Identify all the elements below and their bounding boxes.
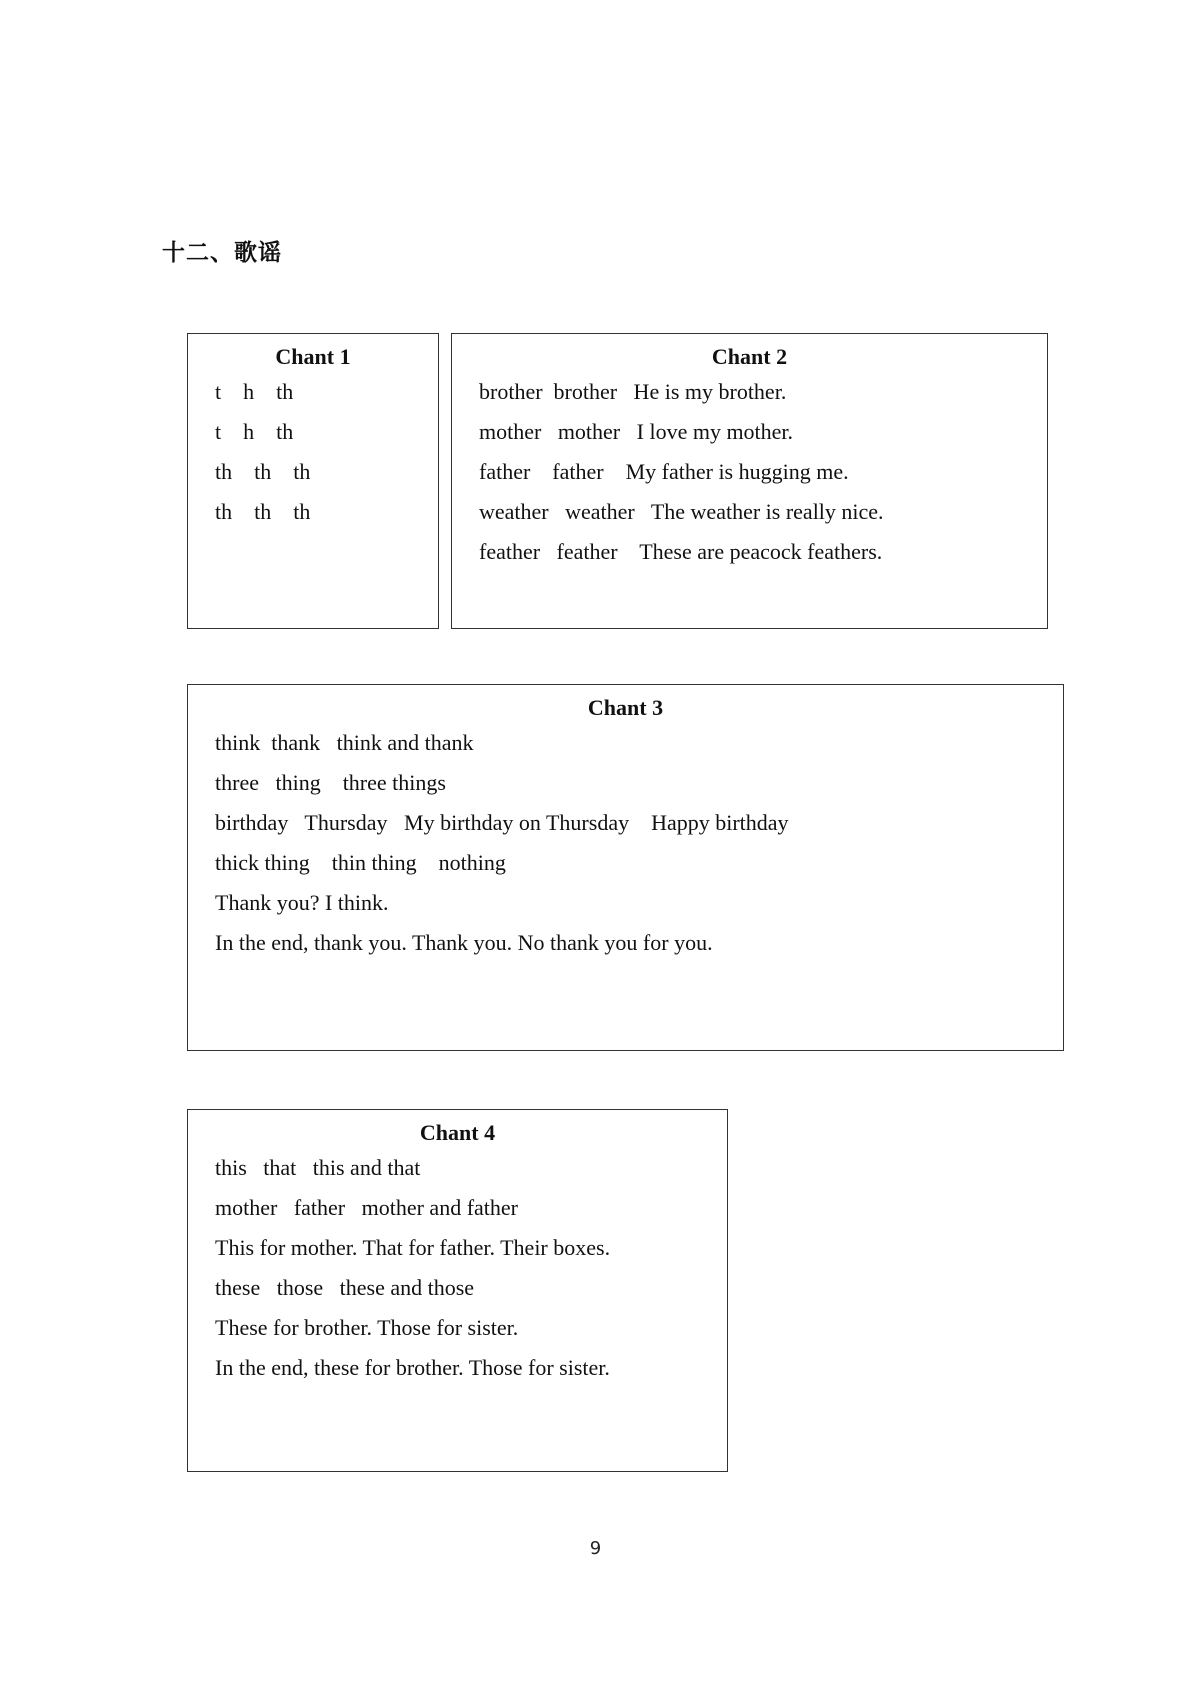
chant-4-box	[187, 1109, 728, 1472]
chant-4-lines	[188, 1148, 727, 1388]
chant-3-title: Chant 3	[587, 695, 664, 720]
chant-line: weather weather The weather is really nice.	[479, 499, 884, 524]
chant-1-title: Chant 1	[275, 344, 351, 369]
chant-line: thick thing thin thing nothing	[215, 850, 506, 875]
chant-line: mother mother I love my mother.	[479, 419, 794, 444]
section-title: 十二、歌谣	[162, 240, 282, 266]
chant-line: three thing three things	[215, 770, 446, 795]
chant-line: th th th	[215, 459, 311, 484]
chant-line: th th th	[215, 499, 311, 524]
chant-line: t h th	[215, 419, 294, 444]
chant-line: feather feather These are peacock feathers.	[479, 539, 883, 564]
chant-1-lines	[188, 372, 438, 532]
page-number: 9	[589, 1538, 602, 1559]
chant-line: birthday Thursday My birthday on Thursday Happy birthday	[215, 810, 789, 835]
chant-line: think thank think and thank	[215, 730, 474, 755]
chant-line: t h th	[215, 379, 294, 404]
chant-2-lines	[452, 372, 1047, 572]
chant-2-box	[451, 333, 1048, 629]
chant-line: In the end, these for brother. Those for sister.	[215, 1355, 610, 1380]
chant-line: Thank you? I think.	[215, 890, 389, 915]
chant-line: mother father mother and father	[215, 1195, 518, 1220]
chant-line: These for brother. Those for sister.	[215, 1315, 519, 1340]
chant-3-lines	[188, 723, 1063, 963]
chant-4-title: Chant 4	[419, 1120, 496, 1145]
chant-line: father father My father is hugging me.	[479, 459, 849, 484]
chant-line: these those these and those	[215, 1275, 475, 1300]
chant-3-box	[187, 684, 1064, 1051]
chant-line: brother brother He is my brother.	[479, 379, 787, 404]
chant-line: In the end, thank you. Thank you. No thank you for you.	[215, 930, 713, 955]
chant-line: This for mother. That for father. Their boxes.	[215, 1235, 611, 1260]
chant-2-title: Chant 2	[711, 344, 788, 369]
chant-1-box	[187, 333, 439, 629]
chant-line: this that this and that	[215, 1155, 421, 1180]
